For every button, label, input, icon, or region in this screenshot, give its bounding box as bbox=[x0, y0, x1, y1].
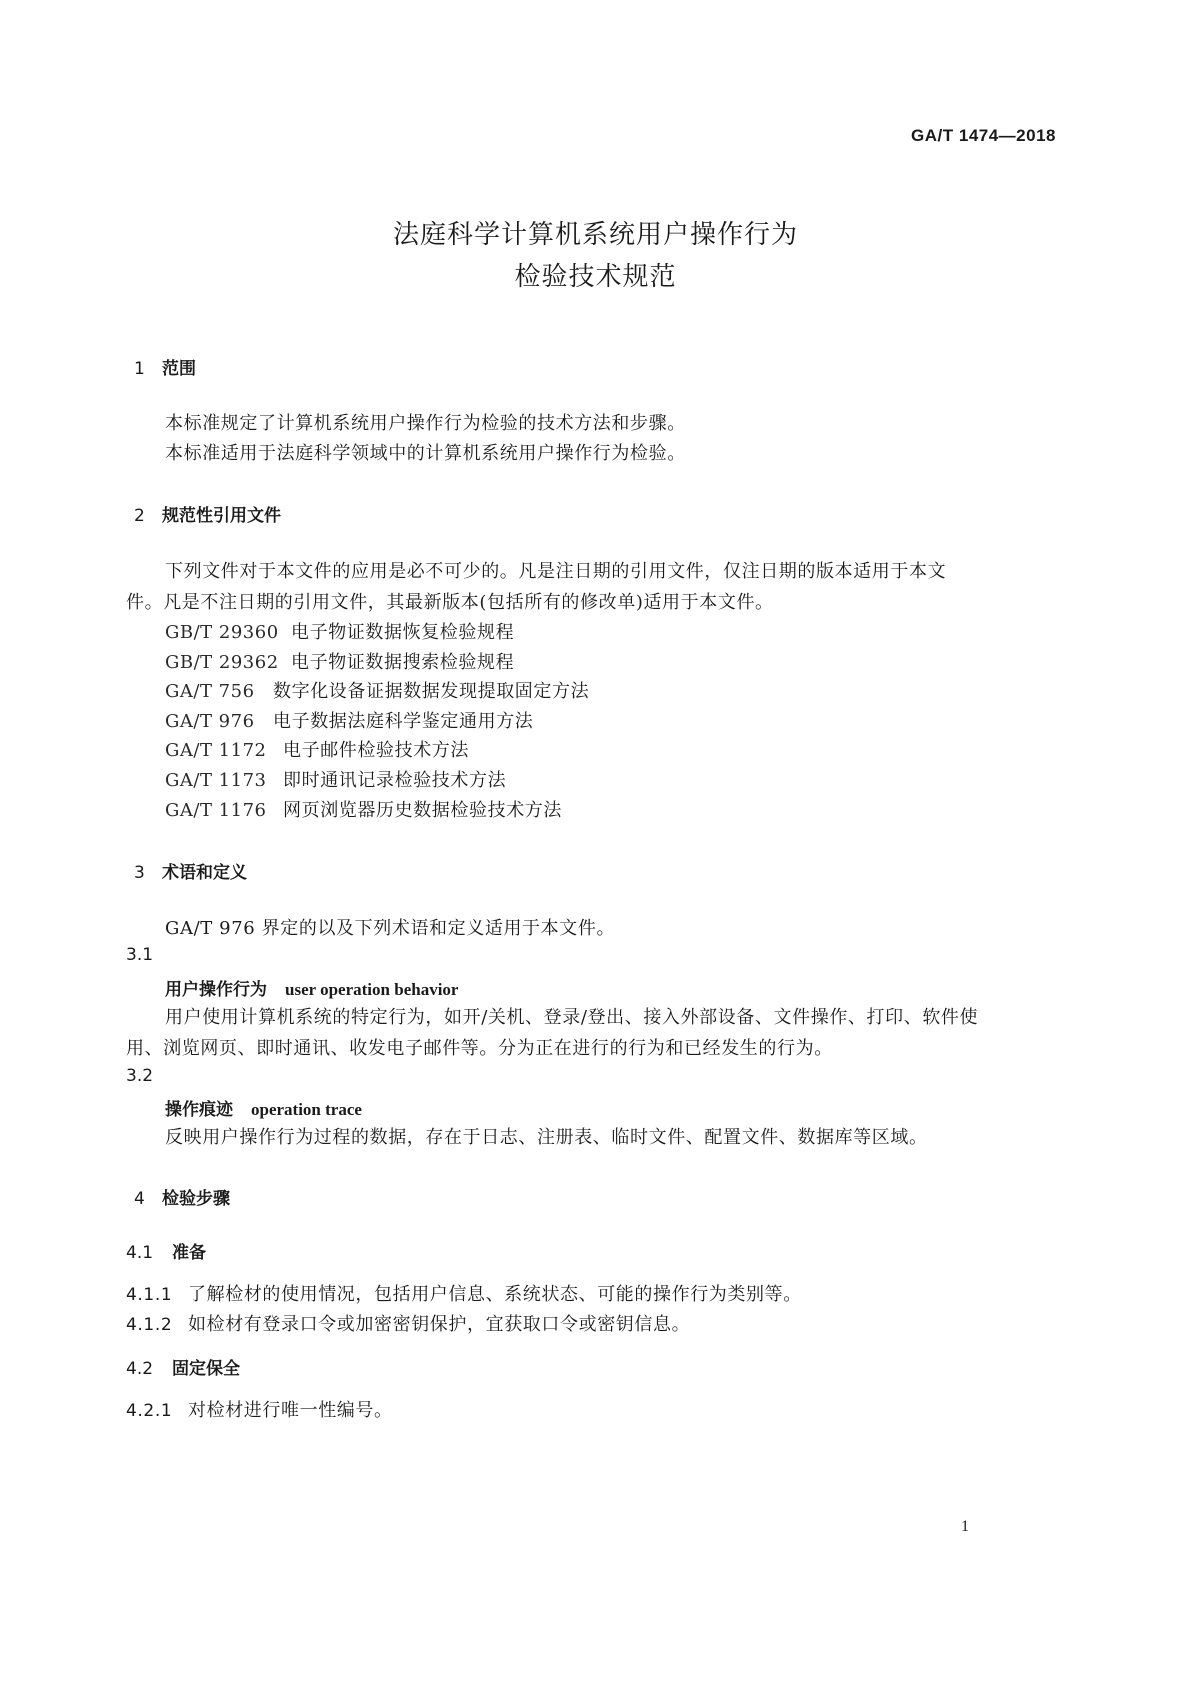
reference-code: GA/T 1172 bbox=[165, 740, 267, 761]
term-definition: 反映用户操作行为过程的数据，存在于日志、注册表、临时文件、配置文件、数据库等区域。 bbox=[165, 1127, 928, 1148]
section-1-heading bbox=[134, 354, 196, 379]
reference-title: 电子物证数据搜索检验规程 bbox=[291, 652, 515, 673]
term-definition: 用户使用计算机系统的特定行为，如开/关机、登录/登出、接入外部设备、文件操作、打印、软件使 bbox=[165, 1007, 979, 1028]
page-number: 1 bbox=[961, 1518, 969, 1535]
section-3-heading bbox=[134, 858, 247, 883]
paragraph: 下列文件对于本文件的应用是必不可少的。凡是注日期的引用文件，仅注日期的版本适用于本文 bbox=[165, 561, 947, 582]
clause-text: 如检材有登录口令或加密密钥保护，宜获取口令或密钥信息。 bbox=[188, 1314, 691, 1335]
subsection-number: 4.1 bbox=[126, 1243, 154, 1263]
clause bbox=[126, 1310, 690, 1336]
term-chinese: 用户操作行为 bbox=[165, 980, 267, 1000]
section-title: 术语和定义 bbox=[162, 863, 247, 883]
reference-item bbox=[165, 707, 533, 733]
reference-code: GA/T 1176 bbox=[165, 800, 267, 821]
standard-code: GA/T 1474—2018 bbox=[911, 126, 1056, 145]
clause-number: 4.2.1 bbox=[126, 1401, 173, 1421]
term-number: 3.2 bbox=[126, 1066, 154, 1086]
reference-code: GB/T 29362 bbox=[165, 652, 279, 673]
reference-title: 电子物证数据恢复检验规程 bbox=[291, 622, 515, 643]
section-title: 检验步骤 bbox=[162, 1189, 230, 1209]
term-chinese: 操作痕迹 bbox=[165, 1100, 233, 1120]
reference-title: 电子邮件检验技术方法 bbox=[283, 740, 469, 761]
reference-title: 电子数据法庭科学鉴定通用方法 bbox=[273, 711, 534, 732]
section-number: 2 bbox=[134, 506, 145, 526]
subsection-number: 4.2 bbox=[126, 1359, 154, 1379]
reference-item bbox=[165, 796, 562, 822]
reference-title: 网页浏览器历史数据检验技术方法 bbox=[283, 800, 562, 821]
clause-text: 了解检材的使用情况，包括用户信息、系统状态、可能的操作行为类别等。 bbox=[188, 1284, 802, 1305]
term-definition: 用、浏览网页、即时通讯、收发电子邮件等。分为正在进行的行为和已经发生的行为。 bbox=[126, 1038, 833, 1059]
document-title-line1: 法庭科学计算机系统用户操作行为 bbox=[392, 220, 798, 250]
reference-item bbox=[165, 648, 514, 674]
term-english: user operation behavior bbox=[285, 980, 459, 999]
reference-title: 数字化设备证据数据发现提取固定方法 bbox=[273, 681, 590, 702]
paragraph: 本标准适用于法庭科学领域中的计算机系统用户操作行为检验。 bbox=[165, 443, 686, 464]
paragraph: GA/T 976 界定的以及下列术语和定义适用于本文件。 bbox=[165, 918, 616, 939]
reference-code: GA/T 976 bbox=[165, 711, 255, 732]
paragraph: 件。凡是不注日期的引用文件，其最新版本(包括所有的修改单)适用于本文件。 bbox=[126, 592, 774, 613]
term-heading bbox=[165, 975, 458, 1000]
section-title: 规范性引用文件 bbox=[162, 506, 281, 526]
clause bbox=[126, 1396, 393, 1422]
reference-title: 即时通讯记录检验技术方法 bbox=[283, 770, 507, 791]
clause-number: 4.1.2 bbox=[126, 1315, 173, 1335]
document-title-line2: 检验技术规范 bbox=[514, 262, 677, 292]
section-4-heading bbox=[134, 1184, 230, 1209]
term-number: 3.1 bbox=[126, 945, 154, 965]
reference-code: GB/T 29360 bbox=[165, 622, 279, 643]
clause-text: 对检材进行唯一性编号。 bbox=[188, 1400, 393, 1421]
reference-code: GA/T 756 bbox=[165, 681, 255, 702]
subsection-title: 固定保全 bbox=[172, 1359, 240, 1379]
subsection-4-2-heading bbox=[126, 1354, 240, 1379]
section-number: 1 bbox=[134, 359, 145, 379]
section-2-heading bbox=[134, 501, 281, 526]
reference-code: GA/T 1173 bbox=[165, 770, 267, 791]
reference-item bbox=[165, 766, 506, 792]
subsection-title: 准备 bbox=[172, 1243, 206, 1263]
paragraph: 本标准规定了计算机系统用户操作行为检验的技术方法和步骤。 bbox=[165, 413, 686, 434]
reference-item bbox=[165, 618, 514, 644]
term-english: operation trace bbox=[251, 1100, 362, 1119]
clause-number: 4.1.1 bbox=[126, 1285, 173, 1305]
reference-item bbox=[165, 677, 589, 703]
section-title: 范围 bbox=[162, 359, 196, 379]
reference-item bbox=[165, 736, 469, 762]
subsection-4-1-heading bbox=[126, 1238, 206, 1263]
term-heading bbox=[165, 1095, 362, 1120]
section-number: 3 bbox=[134, 863, 145, 883]
clause bbox=[126, 1280, 802, 1306]
section-number: 4 bbox=[134, 1189, 145, 1209]
